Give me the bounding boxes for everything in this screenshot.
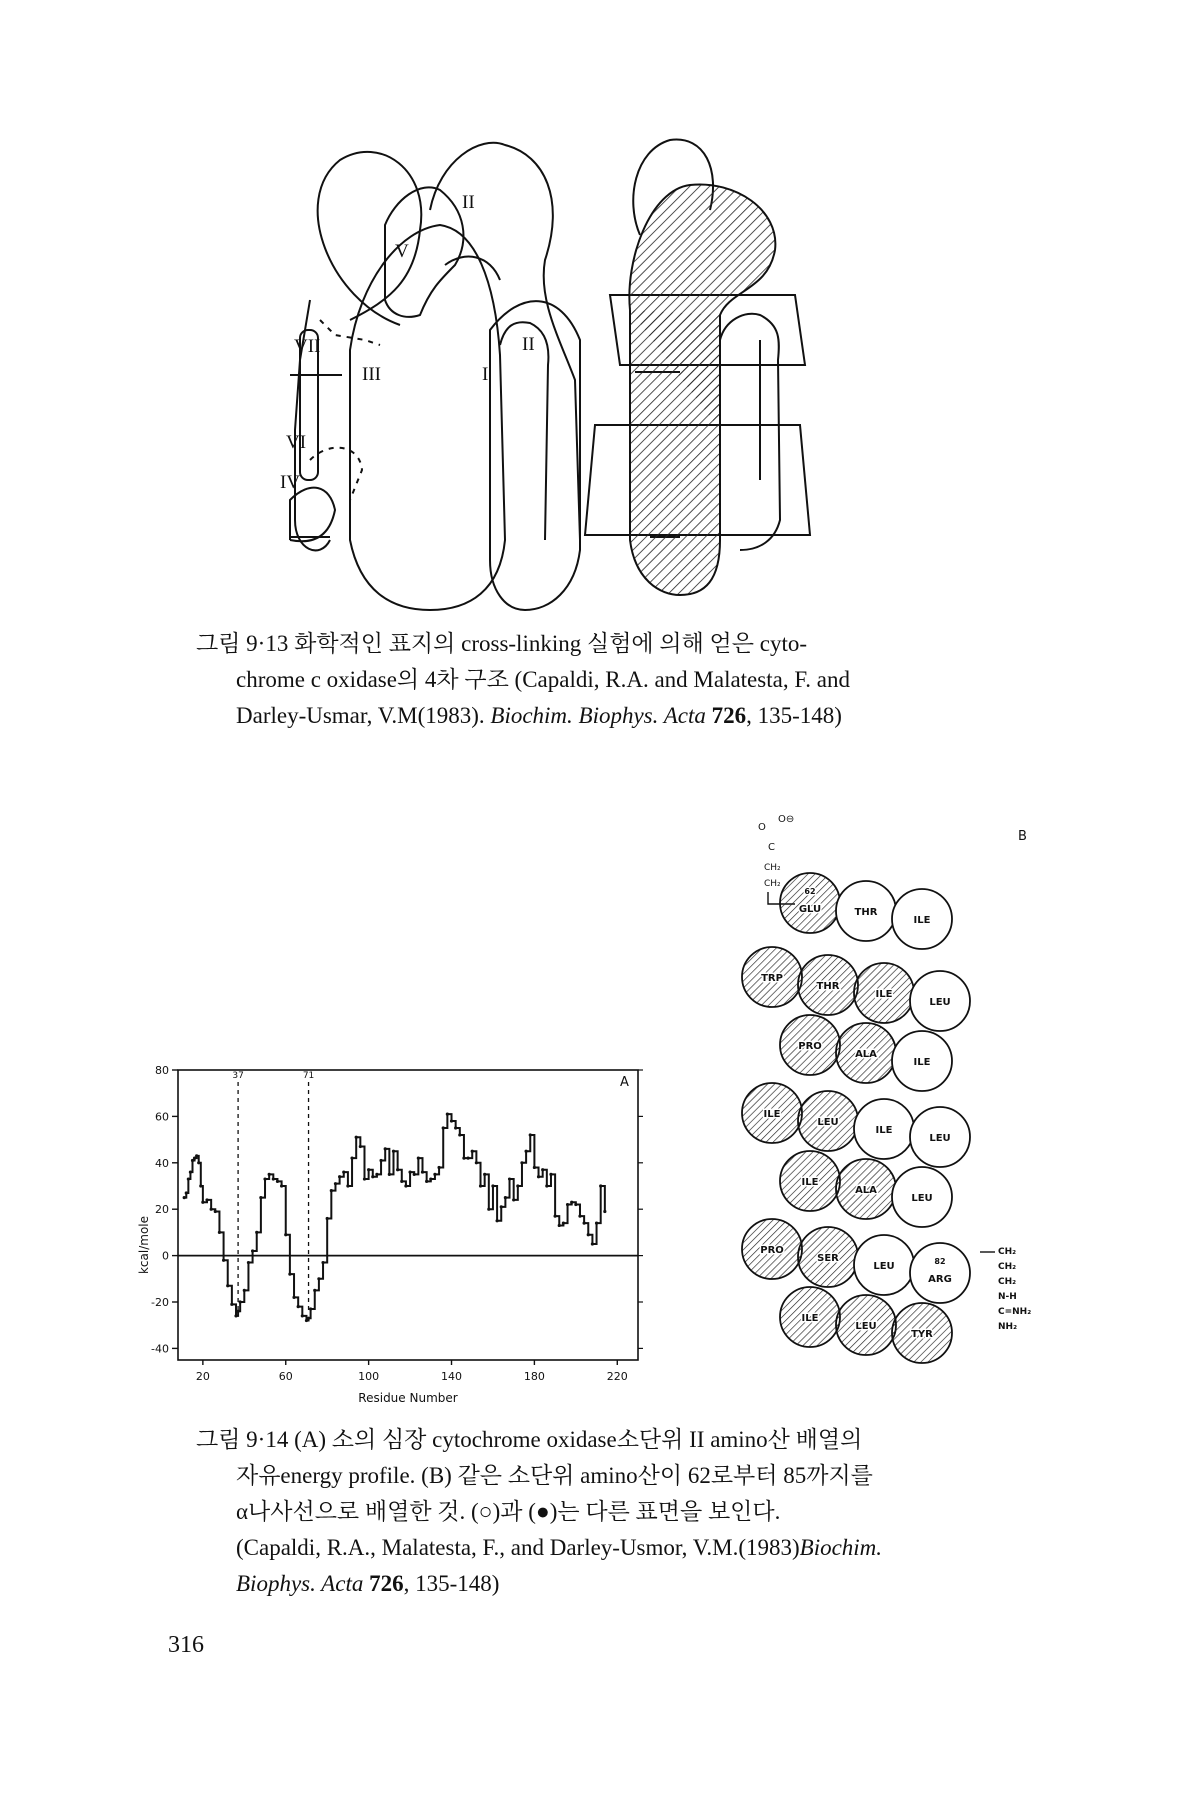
fig14-caption-volume: 726 [363, 1571, 404, 1596]
chart-a-point [330, 1189, 333, 1192]
chart-a-point [259, 1196, 262, 1199]
chart-a-point [226, 1284, 229, 1287]
residue-label: THR [854, 907, 878, 918]
fig14-caption-line5 [196, 1566, 1026, 1602]
chart-a-point [413, 1173, 416, 1176]
chart-a-point [201, 1201, 204, 1204]
chart-a-xtick-label: 60 [278, 1370, 293, 1383]
chart-a-point [400, 1180, 403, 1183]
residue-label: PRO [760, 1245, 784, 1256]
dashed-boundary-upper [320, 320, 380, 345]
residue-label: ARG [928, 1274, 952, 1285]
chart-a-point [255, 1231, 258, 1234]
chart-a-point [471, 1150, 474, 1153]
chart-a-point [355, 1136, 358, 1139]
chart-a-point [558, 1224, 561, 1227]
fig13-caption-journal: Biochim. Biophys. Acta [490, 703, 706, 728]
chart-a-point [483, 1173, 486, 1176]
chart-a-ytick-label: 40 [155, 1156, 169, 1170]
residue-label: TRP [761, 973, 783, 984]
chart-a-point [421, 1170, 424, 1173]
chart-a-point [458, 1133, 461, 1136]
chart-a-xtick-label: 100 [358, 1370, 380, 1383]
chart-a-point [276, 1180, 279, 1183]
residue-label: ALA [855, 1049, 877, 1060]
chart-a-point [236, 1310, 239, 1313]
panel-b-top-CH2-a: CH₂ [764, 863, 781, 873]
label-subunit-V: V [395, 241, 409, 262]
chart-a-point [417, 1157, 420, 1160]
panel-b-side-chain-group: N-H [998, 1292, 1017, 1302]
chart-a-point [429, 1177, 432, 1180]
chart-a-point [595, 1222, 598, 1225]
chart-a-point [247, 1261, 250, 1264]
chart-a-point [205, 1198, 208, 1201]
residue-label: ILE [801, 1177, 819, 1188]
chart-a-point [199, 1184, 202, 1187]
chart-a-xtick-label: 140 [441, 1370, 463, 1383]
chart-a-point [591, 1242, 594, 1245]
subunit-III-outline [350, 225, 505, 610]
chart-a-xtick-label: 20 [195, 1370, 210, 1383]
chart-a-point [529, 1133, 532, 1136]
right-unhatched-body [720, 314, 780, 550]
page-number: 316 [168, 1632, 204, 1658]
chart-a-point [187, 1177, 190, 1180]
chart-a-point [342, 1170, 345, 1173]
panel-b-side-chain-group: CH₂ [998, 1277, 1017, 1287]
chart-a-point [309, 1307, 312, 1310]
residue-circle [780, 873, 840, 933]
chart-a-point [313, 1289, 316, 1292]
chart-a-point [239, 1300, 242, 1303]
chart-a-panel-label: A [620, 1075, 629, 1090]
panel-b-side-chain-group: CH₂ [998, 1247, 1017, 1257]
chart-a-point [263, 1177, 266, 1180]
chart-a-point [307, 1317, 310, 1320]
chart-a-point [466, 1157, 469, 1160]
label-subunit-VI: VI [286, 432, 307, 453]
fig14-caption-journal-b: Biophys. Acta [236, 1571, 364, 1596]
fig13-right-structure [585, 140, 810, 595]
fig14-caption-line3: α나사선으로 배열한 것. (○)과 (●)는 다른 표면을 보인다. [236, 1499, 781, 1524]
residue-label: ALA [855, 1185, 877, 1196]
chart-a-point [562, 1222, 565, 1225]
chart-a-point [425, 1180, 428, 1183]
label-subunit-II-top: II [462, 192, 475, 213]
chart-a-point [297, 1305, 300, 1308]
chart-a-point [433, 1173, 436, 1176]
chart-a-ytick-label: -20 [151, 1296, 169, 1309]
chart-a-point [222, 1259, 225, 1262]
chart-a-point [183, 1196, 186, 1199]
chart-a-point [288, 1273, 291, 1276]
chart-a-ytick-label: 20 [155, 1203, 169, 1217]
chart-a-point [326, 1217, 329, 1220]
chart-a-point [512, 1198, 515, 1201]
chart-a-point [375, 1173, 378, 1176]
residue-label: ILE [913, 1057, 931, 1068]
panel-b-content [742, 814, 1031, 1363]
chart-a-point [475, 1161, 478, 1164]
chart-a-point [525, 1150, 528, 1153]
residue-label: ILE [913, 915, 931, 926]
residue-label: ILE [875, 989, 893, 1000]
chart-a-point [292, 1296, 295, 1299]
chart-a-point [495, 1219, 498, 1222]
residue-label: SER [817, 1253, 839, 1264]
chart-a-point [587, 1233, 590, 1236]
panel-b-top-C: C [768, 842, 775, 853]
label-subunit-I: I [482, 364, 489, 385]
fig14-caption-line1: 그림 9·14 (A) 소의 심장 cytochrome oxidase소단위 II amino산 배열의 [196, 1427, 863, 1452]
chart-a-point [450, 1119, 453, 1122]
chart-a [137, 1040, 740, 1420]
chart-a-xlabel: Residue Number [358, 1391, 458, 1405]
residue-label: THR [816, 981, 840, 992]
subunit-outline-upper-left [318, 152, 422, 325]
chart-a-xtick-label: 180 [523, 1370, 545, 1383]
chart-a-point [379, 1159, 382, 1162]
label-subunit-VII: VII [294, 336, 321, 357]
chart-a-point [554, 1215, 557, 1218]
chart-a-point [442, 1126, 445, 1129]
chart-a-point [454, 1126, 457, 1129]
residue-label: LEU [817, 1117, 839, 1128]
residue-label: GLU [798, 904, 822, 915]
chart-a-point [195, 1154, 198, 1157]
chart-a-point [268, 1173, 271, 1176]
panel-b-top-O2: O⊖ [778, 814, 795, 825]
chart-a-point [234, 1314, 237, 1317]
chart-a-point [462, 1157, 465, 1160]
chart-a-point [446, 1112, 449, 1115]
chart-a-point [437, 1166, 440, 1169]
chart-a-point [338, 1175, 341, 1178]
chart-a-point [549, 1173, 552, 1176]
chart-a-point [599, 1184, 602, 1187]
chart-a-point [479, 1184, 482, 1187]
chart-a-point [197, 1161, 200, 1164]
residue-label: PRO [798, 1041, 822, 1052]
panel-b-helix [740, 800, 1040, 1400]
chart-a-point [189, 1170, 192, 1173]
chart-a-point [570, 1201, 573, 1204]
label-subunit-III: III [362, 364, 381, 385]
chart-a-point [214, 1210, 217, 1213]
chart-a-ytick-label: 0 [162, 1249, 169, 1263]
chart-a-point [251, 1249, 254, 1252]
fig13-caption-line2: chrome c oxidase의 4차 구조 (Capaldi, R.A. and Malatesta, F. and [236, 667, 850, 692]
label-subunit-IV: IV [280, 472, 301, 493]
chart-a-point [272, 1177, 275, 1180]
residue-label: ILE [763, 1109, 781, 1120]
residue-circle [910, 1243, 970, 1303]
chart-a-point [491, 1184, 494, 1187]
residue-label: LEU [929, 1133, 951, 1144]
chart-a-point [520, 1161, 523, 1164]
residue-label: LEU [855, 1321, 877, 1332]
chart-a-point [396, 1168, 399, 1171]
chart-a-point [284, 1233, 287, 1236]
chart-a-point [541, 1168, 544, 1171]
fig14-caption-line4 [196, 1530, 1026, 1566]
chart-a-point [301, 1314, 304, 1317]
chart-a-ylabel: kcal/mole [137, 1215, 151, 1275]
chart-a-series-line [184, 1114, 605, 1320]
chart-a-point [566, 1203, 569, 1206]
chart-a-point [545, 1184, 548, 1187]
fig13-caption [196, 626, 1026, 734]
residue-number: 62 [804, 887, 816, 896]
fig14-caption-line2: 자유energy profile. (B) 같은 소단위 amino산이 62로부터 85까지를 [236, 1463, 873, 1488]
chart-a-point [218, 1231, 221, 1234]
residue-label: TYR [911, 1329, 933, 1340]
chart-a-point [404, 1184, 407, 1187]
chart-a-point [537, 1175, 540, 1178]
chart-a-point [603, 1210, 606, 1213]
chart-a-peak-label: 37 [232, 1071, 244, 1081]
fig14-caption [196, 1422, 1026, 1602]
chart-a-plot [137, 1064, 643, 1405]
residue-label: ILE [801, 1313, 819, 1324]
chart-a-point [408, 1170, 411, 1173]
subunit-II-inner [445, 257, 500, 280]
fig13-caption-volume: 726 [705, 703, 747, 728]
chart-a-point [384, 1147, 387, 1150]
chart-a-point [359, 1145, 362, 1148]
chart-a-point [508, 1177, 511, 1180]
chart-a-point [367, 1168, 370, 1171]
chart-a-point [578, 1215, 581, 1218]
residue-number: 82 [934, 1257, 946, 1266]
chart-a-point [280, 1184, 283, 1187]
residue-label: LEU [911, 1193, 933, 1204]
fig13-caption-line1: 그림 9·13 화학적인 표지의 cross-linking 실험에 의해 얻은 cyto- [196, 631, 808, 656]
chart-a-ytick-label: 60 [155, 1110, 169, 1124]
panel-b-top-O1: O [758, 822, 766, 833]
chart-a-frame [178, 1070, 638, 1360]
chart-a-point [388, 1173, 391, 1176]
chart-a-xtick-label: 220 [606, 1370, 628, 1383]
fig13-caption-line3 [196, 698, 1026, 734]
chart-a-ytick-label: 80 [155, 1064, 169, 1077]
panel-b-side-chain-group: CH₂ [998, 1262, 1017, 1272]
chart-a-point [371, 1175, 374, 1178]
panel-b-top-CH2-b: CH₂ [764, 879, 781, 889]
chart-a-point [230, 1303, 233, 1306]
chart-a-point [533, 1166, 536, 1169]
chart-a-point [334, 1182, 337, 1185]
residue-label: LEU [929, 997, 951, 1008]
chart-a-point [500, 1205, 503, 1208]
residue-label: ILE [875, 1125, 893, 1136]
chart-a-point [363, 1177, 366, 1180]
chart-a-point [317, 1277, 320, 1280]
chart-a-peak-label: 71 [302, 1071, 315, 1081]
panel-b-label: B [1018, 829, 1027, 844]
chart-a-ytick-label: -40 [151, 1342, 169, 1356]
chart-a-point [487, 1208, 490, 1211]
chart-a-point [210, 1208, 213, 1211]
fig14-caption-journal-a: Biochim. [799, 1535, 883, 1560]
panel-b-side-chain-group: C=NH₂ [998, 1307, 1032, 1317]
residue-label: LEU [873, 1261, 895, 1272]
chart-a-point [350, 1157, 353, 1160]
fig14-caption-ref-authors: (Capaldi, R.A., Malatesta, F., and Darley-Usmor, V.M.(1983) [236, 1535, 800, 1560]
chart-a-point [243, 1289, 246, 1292]
panel-b-side-chain-group: NH₂ [998, 1322, 1018, 1332]
chart-a-point [504, 1196, 507, 1199]
chart-a-point [346, 1184, 349, 1187]
fig13-caption-ref-authors: Darley-Usmar, V.M(1983). [236, 703, 491, 728]
hatched-helix-lower [630, 310, 720, 595]
chart-a-point [583, 1222, 586, 1225]
chart-a-point [321, 1261, 324, 1264]
chart-a-point [516, 1184, 519, 1187]
chart-a-point [185, 1191, 188, 1194]
fig13-caption-pages: , 135-148) [746, 703, 842, 728]
fig14-caption-pages: , 135-148) [403, 1571, 500, 1596]
fig13-diagram [280, 140, 930, 610]
label-subunit-II-right: II [522, 334, 535, 355]
chart-a-point [574, 1203, 577, 1206]
chart-a-point [392, 1150, 395, 1153]
